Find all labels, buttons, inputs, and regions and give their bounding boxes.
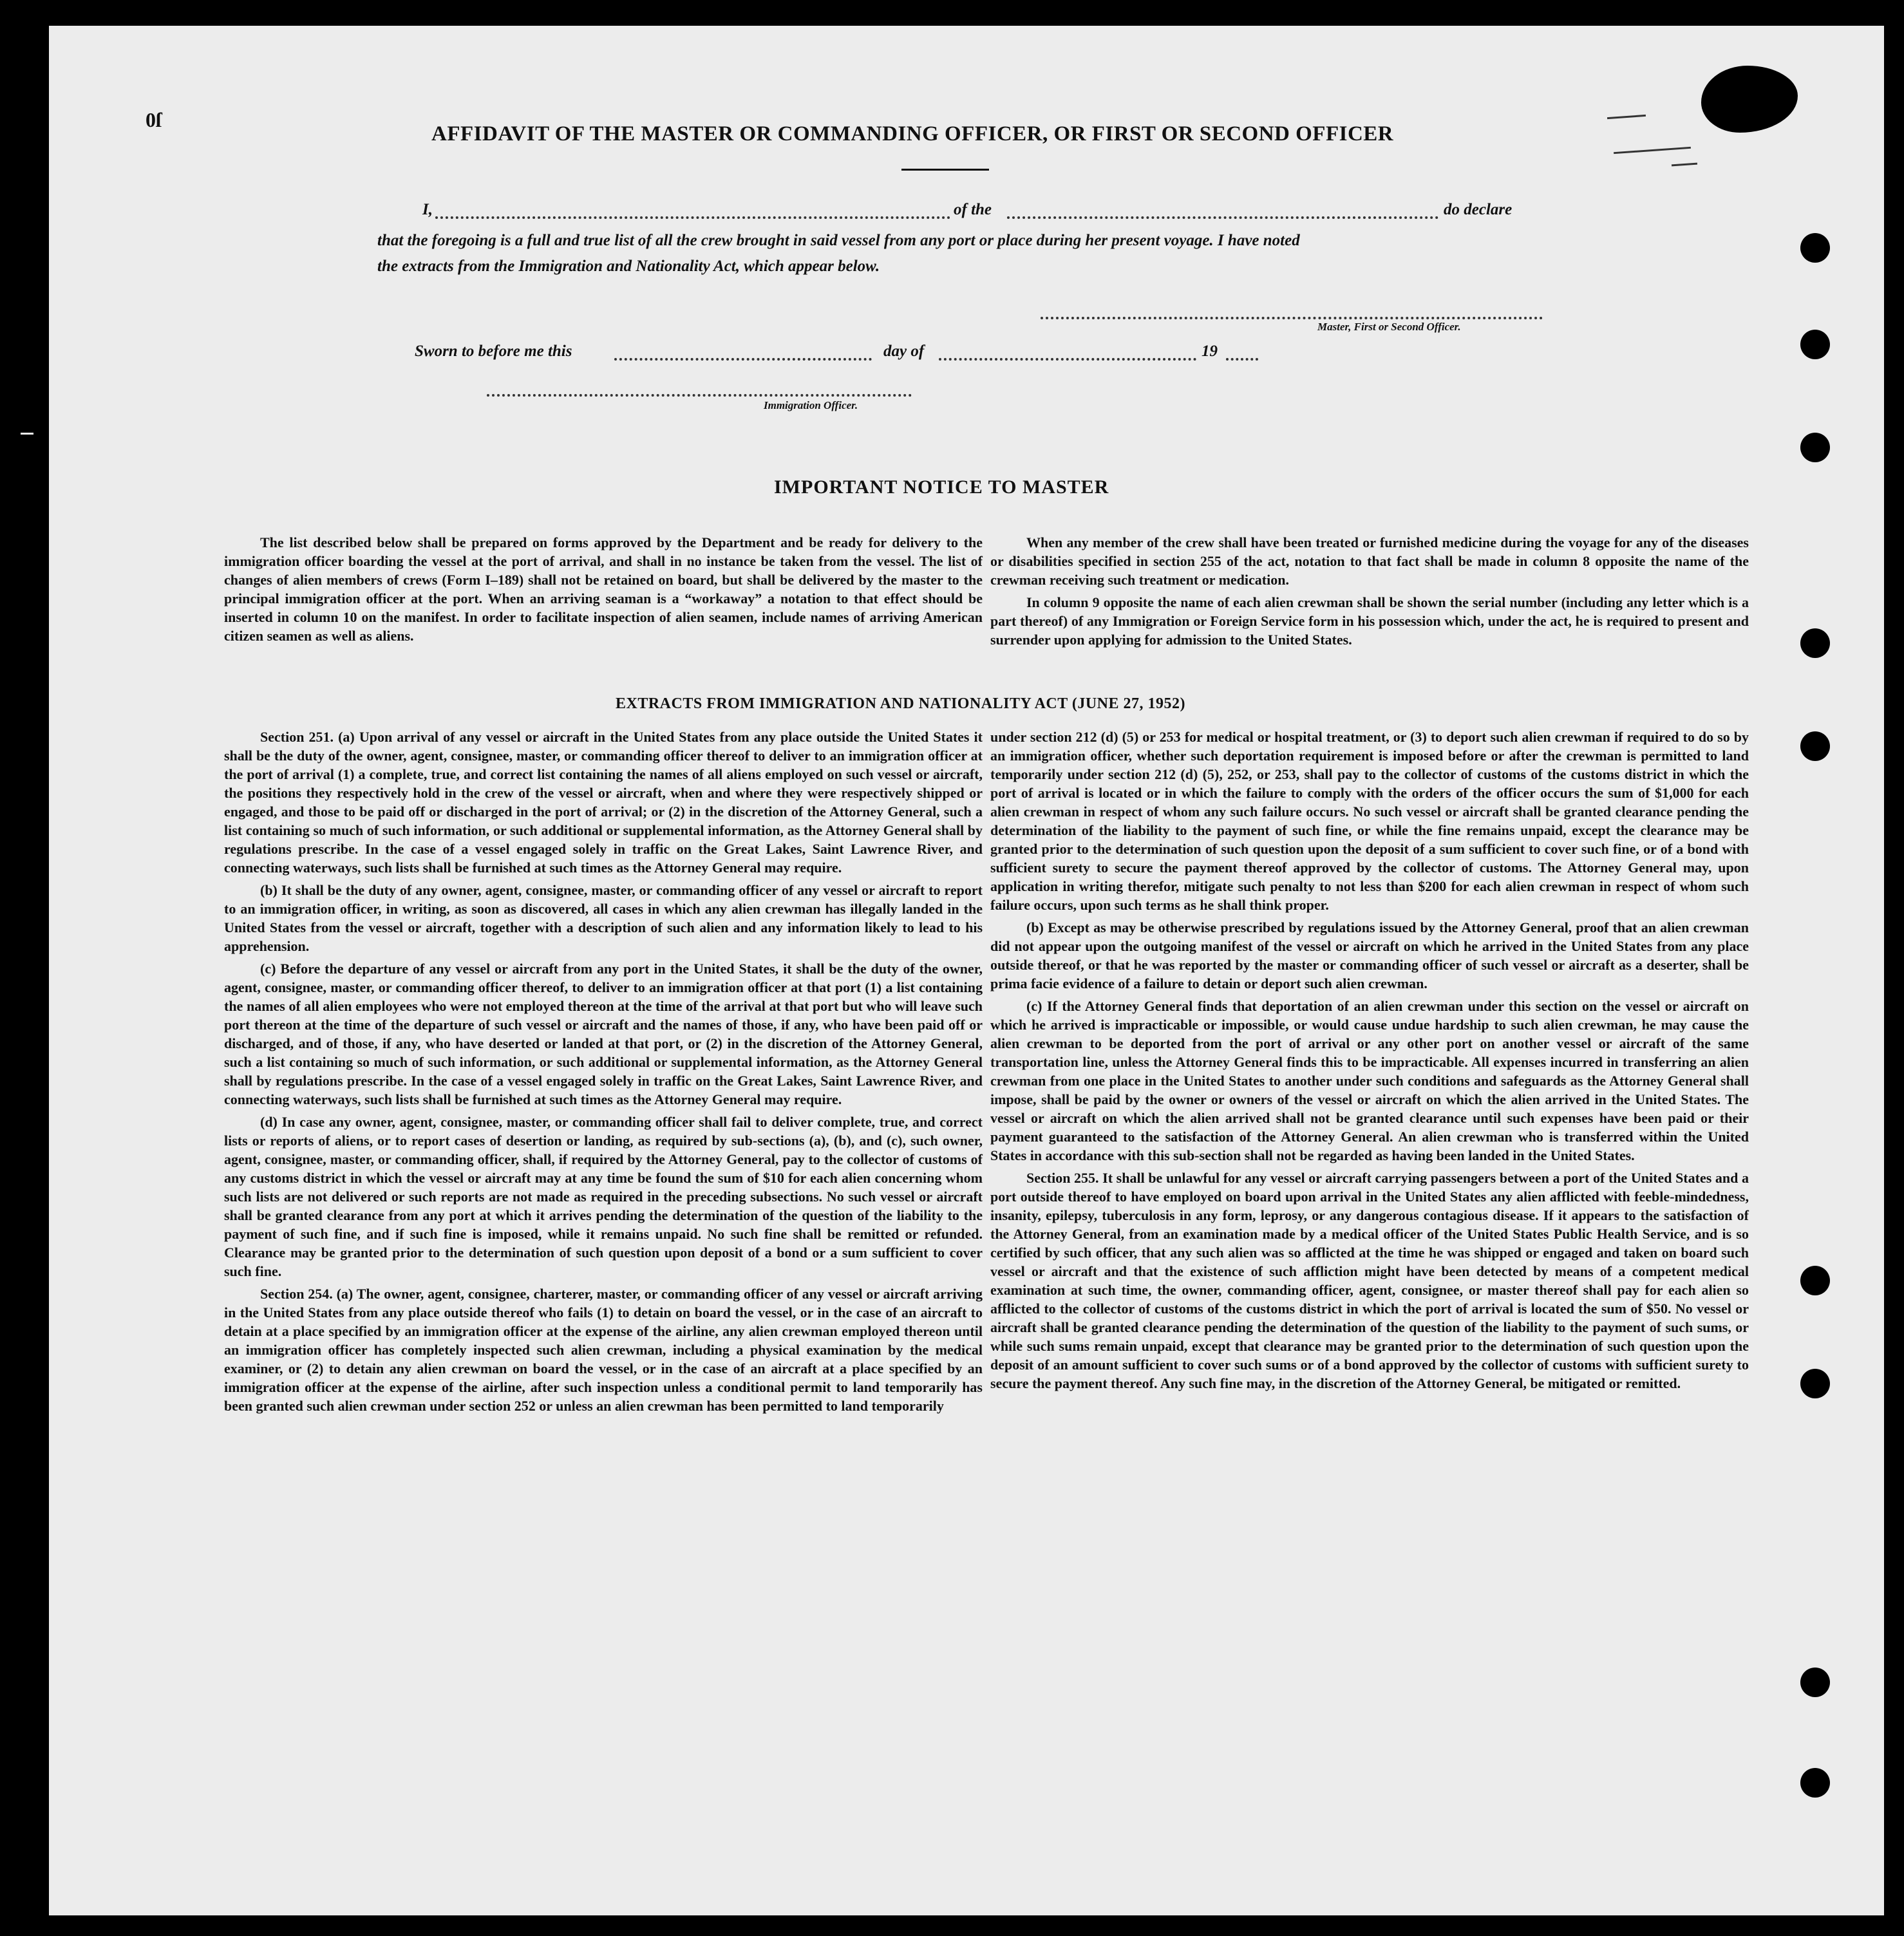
- section-254a: Section 254. (a) The owner, agent, consignee, charterer, master, or commanding officer of any vessel or aircraft arriving in the United States from any place outside thereof who fails (1) to detain on board the vessel, or in the case of an aircraft to detain at a place specified by an immigration officer at the expense of the airline, any alien crewman employed thereon until an immigration officer has completely inspected such alien crewman, including a physical examination by the medical examiner, or (2) to detain any alien crewman on board the vessel, or in the case of an aircraft at a place specified by an immigration officer at the expense of the airline, after such inspection unless a conditional permit to land temporarily has been granted such alien crewman under section 252 or unless an alien crewman has been permitted to land temporarily: [224, 1286, 983, 1414]
- notice-right-paragraph: When any member of the crew shall have been treated or furnished medicine during the voyage for any of the diseases or disabilities specified in section 255 of the act, notation to that fact shall be made in column 8 opposite the name of the crewman receiving such treatment or medication.: [990, 534, 1749, 588]
- officer-signature-field[interactable]: [487, 394, 912, 397]
- ink-blot: [1701, 66, 1798, 133]
- notice-right-paragraph: In column 9 opposite the name of each alien crewman shall be shown the serial number (including any letter which is a part thereof) of any Immigration or Foreign Service form in his possession which, under the act, he is required to present and surrender upon applying for admission to the United States.: [990, 594, 1749, 648]
- notice-left-column: [224, 533, 983, 645]
- document-page: [49, 26, 1884, 1915]
- punch-hole: [1800, 1266, 1830, 1295]
- punch-hole: [1800, 1668, 1830, 1697]
- sworn-prefix: Sworn to before me this: [415, 343, 572, 360]
- notice-right-column: [990, 533, 1749, 649]
- edge-mark: [21, 433, 33, 435]
- section-255: Section 255. It shall be unlawful for any vessel or aircraft carrying passengers between a port of the United States and a port outside thereof to have employed on board upon arrival in the United States any alien afflicted with feeble-mindedness, insanity, epilepsy, tuberculosis in any form, leprosy, or any dangerous contagious disease. If it appears to the satisfaction of the Attorney General, from an examination made by a medical officer of the United States Public Health Service, and is so certified by such officer, that any such alien was so afflicted at the time he was shipped or engaged and taken on board such vessel or aircraft and that the existence of such affliction might have been detected by means of a competent medical examination at such time, the owner, commanding officer, agent, consignee, or master thereof shall pay for each alien so afflicted to the collector of customs of the customs district in which the port of arrival is located the sum of $50. No vessel or aircraft shall be granted clearance pending the determination of the question of the liability to the payment of such sums, or while such sums remain unpaid, except that clearance may be granted prior to the determination of such question upon the deposit of an amount sufficient to cover such sums or of a bond approved by the collector of customs with sufficient surety to secure the payment thereof. Any such fine may, in the discretion of the Attorney General, be mitigated or remitted.: [990, 1170, 1749, 1391]
- affidavit-title: AFFIDAVIT OF THE MASTER OR COMMANDING OFFICER, OR FIRST OR SECOND OFFICER: [431, 122, 1394, 146]
- punch-hole: [1800, 330, 1830, 359]
- section-254c: (c) If the Attorney General finds that deportation of an alien crewman under this section on the vessel or aircraft on which he arrived is impracticable or impossible, or would cause undue hardship to such alien crewman, he may cause the alien crewman to be deported from the port of arrival or any other port on another vessel or aircraft of the same transportation line, unless the Attorney General finds this to be impracticable. All expenses incurred in transferring an alien crewman from one place in the United States to another under such conditions and safeguards as the Attorney General shall impose, shall be paid by the owner or owners of the vessel or aircraft on which the alien arrived in the United States. The vessel or aircraft on which the alien arrived shall not be granted clearance until such expenses have been paid or their payment guaranteed to the satisfaction of the Attorney General. An alien crewman who is transferred within the United States in accordance with this sub-section shall not be regarded as having been landed in the United States.: [990, 998, 1749, 1163]
- punch-hole: [1800, 731, 1830, 761]
- punch-hole: [1800, 628, 1830, 658]
- sworn-month-field[interactable]: [939, 358, 1196, 361]
- section-251b: (b) It shall be the duty of any owner, agent, consignee, master, or commanding officer of any vessel or aircraft to report to an immigration officer, in writing, as soon as discovered, all cases in which any alien crewman has illegally landed in the United States from the vessel or aircraft, together with a description of such alien and any information likely to lead to his apprehension.: [224, 882, 983, 954]
- notice-left-paragraph: The list described below shall be prepared on forms approved by the Department and be ready for delivery to the immigration officer boarding the vessel at the port of arrival, and shall in no instance be taken from the vessel. The list of changes of alien members of crews (Form I–189) shall not be retained on board, but shall be delivered by the master to the principal immigration officer at the port. When an arriving seaman is a “workaway” a notation to that effect should be inserted in column 10 on the manifest. In order to facilitate inspection of alien seamen, include names of arriving American citizen seamen as well as aliens.: [224, 534, 983, 644]
- section-251c: (c) Before the departure of any vessel or aircraft from any port in the United States, it shall be the duty of the owner, agent, consignee, master, or commanding officer thereof, to deliver to an immigration officer at that port (1) a list containing the names of all alien employees who were not employed thereon at the time of the arrival at that port but who will leave such port thereon at the time of the departure of such vessel or aircraft and the names of those, if any, who have been paid off or discharged, and of those, if any, who have deserted or landed at that port, or (2) in the discretion of the Attorney General, such a list containing so much of such information, or such additional or supplemental information, as the Attorney General shall by regulations prescribe. In the case of a vessel engaged solely in traffic on the Great Lakes, Saint Lawrence River, and connecting waterways, such lists shall be furnished at such times as the Attorney General may require.: [224, 961, 983, 1107]
- section-251d: (d) In case any owner, agent, consignee, master, or commanding officer shall fail to deliver complete, true, and correct lists or reports of aliens, or to report cases of desertion or landing, as required by sub-sections (a), (b), and (c), such owner, agent, consignee, master, or commanding officer, shall, if required by the Attorney General, pay to the collector of customs of any customs district in which the vessel or aircraft may at any time be found the sum of $10 for each alien concerning whom such lists are not delivered or such reports are not made as required in the preceding subsections. No such vessel or aircraft shall be granted clearance from any port at which it arrives pending the determination of the question of the liability to the payment of such fine, and if such fine is imposed, while it remains unpaid. No such fine shall be remitted or refunded. Clearance may be granted prior to the determination of such question upon deposit of a bond or a sum sufficient to cover such fine.: [224, 1114, 983, 1279]
- section-254a-continued: under section 212 (d) (5) or 253 for medical or hospital treatment, or (3) to deport such alien crewman if required to do so by an immigration officer, whether such deportation requirement is imposed before or after the crewman is permitted to land temporarily under section 212 (d) (5), 252, or 253, shall pay to the collector of customs of the customs district in which the port of arrival is located or in which the failure to comply with the orders of the officer occurs the sum of $1,000 for each alien crewman in respect of whom any such failure occurs. No such vessel or aircraft shall be granted clearance pending the determination of the liability to the payment of such fine, or while the fine remains unpaid, except the clearance may be granted prior to the determination of such question upon the deposit of a sum sufficient to cover such fine, or of a bond with sufficient surety to secure the payment thereof approved by the collector of customs. The Attorney General may, upon application in writing therefor, mitigate such penalty to not less than $200 for each alien crewman in respect of whom such failure occurs, upon such terms as he shall think proper.: [990, 729, 1749, 913]
- declarant-prefix: I,: [422, 201, 433, 218]
- extracts-title: EXTRACTS FROM IMMIGRATION AND NATIONALITY ACT (JUNE 27, 1952): [616, 695, 1185, 712]
- pen-scribble: [1607, 115, 1646, 119]
- section-251a: Section 251. (a) Upon arrival of any vessel or aircraft in the United States from any place outside the United States it shall be the duty of the owner, agent, consignee, master, or commanding officer thereof to deliver to an immigration officer at the port of arrival (1) a complete, true, and correct list containing the names of all aliens employed on such vessel or aircraft, the positions they respectively hold in the crew of the vessel or aircraft, when and where they were respectively shipped or engaged, and those to be paid off or discharged in the port of arrival; or (2) in the discretion of the Attorney General, such a list containing so much of such information, or such additional or supplemental information, as the Attorney General shall by regulations prescribe. In the case of a vessel engaged solely in traffic on the Great Lakes, Saint Lawrence River, and connecting waterways, such lists shall be furnished at such times as the Attorney General may require.: [224, 729, 983, 876]
- extracts-right-column: [990, 728, 1749, 1393]
- pen-scribble: [1672, 163, 1697, 167]
- vessel-name-field[interactable]: [1007, 216, 1438, 219]
- master-signature-field[interactable]: [1041, 317, 1543, 319]
- title-underline: [901, 169, 989, 171]
- of-the-label: of the: [954, 201, 992, 218]
- punch-hole: [1800, 1768, 1830, 1798]
- officer-caption: Immigration Officer.: [764, 399, 858, 411]
- section-254b: (b) Except as may be otherwise prescribed by regulations issued by the Attorney General, proof that an alien crewman did not appear upon the outgoing manifest of the vessel or aircraft on which he arrived in the United States from any place outside thereof, or that he was reported by the master or commanding officer of such vessel or aircraft as a deserter, shall be prima facie evidence of a failure to detain or deport such alien crewman.: [990, 919, 1749, 991]
- master-caption: Master, First or Second Officer.: [1317, 321, 1461, 333]
- declaration-line-2: that the foregoing is a full and true list of all the crew brought in said vessel from any port or place during her present voyage. I have noted: [377, 232, 1300, 249]
- sworn-year-field[interactable]: [1226, 358, 1258, 361]
- extracts-left-column: [224, 728, 983, 1415]
- punch-hole: [1800, 1369, 1830, 1398]
- day-of-label: day of: [883, 343, 925, 360]
- notice-title: IMPORTANT NOTICE TO MASTER: [774, 476, 1109, 498]
- sworn-day-field[interactable]: [614, 358, 872, 361]
- punch-hole: [1800, 433, 1830, 462]
- corner-mark: 0ſ: [146, 108, 162, 131]
- pen-scribble: [1614, 147, 1691, 154]
- declaration-line-3: the extracts from the Immigration and Nationality Act, which appear below.: [377, 258, 880, 275]
- declarant-name-field[interactable]: [435, 216, 950, 219]
- year-prefix: 19: [1202, 343, 1218, 360]
- punch-hole: [1800, 233, 1830, 263]
- do-declare-label: do declare: [1444, 201, 1513, 218]
